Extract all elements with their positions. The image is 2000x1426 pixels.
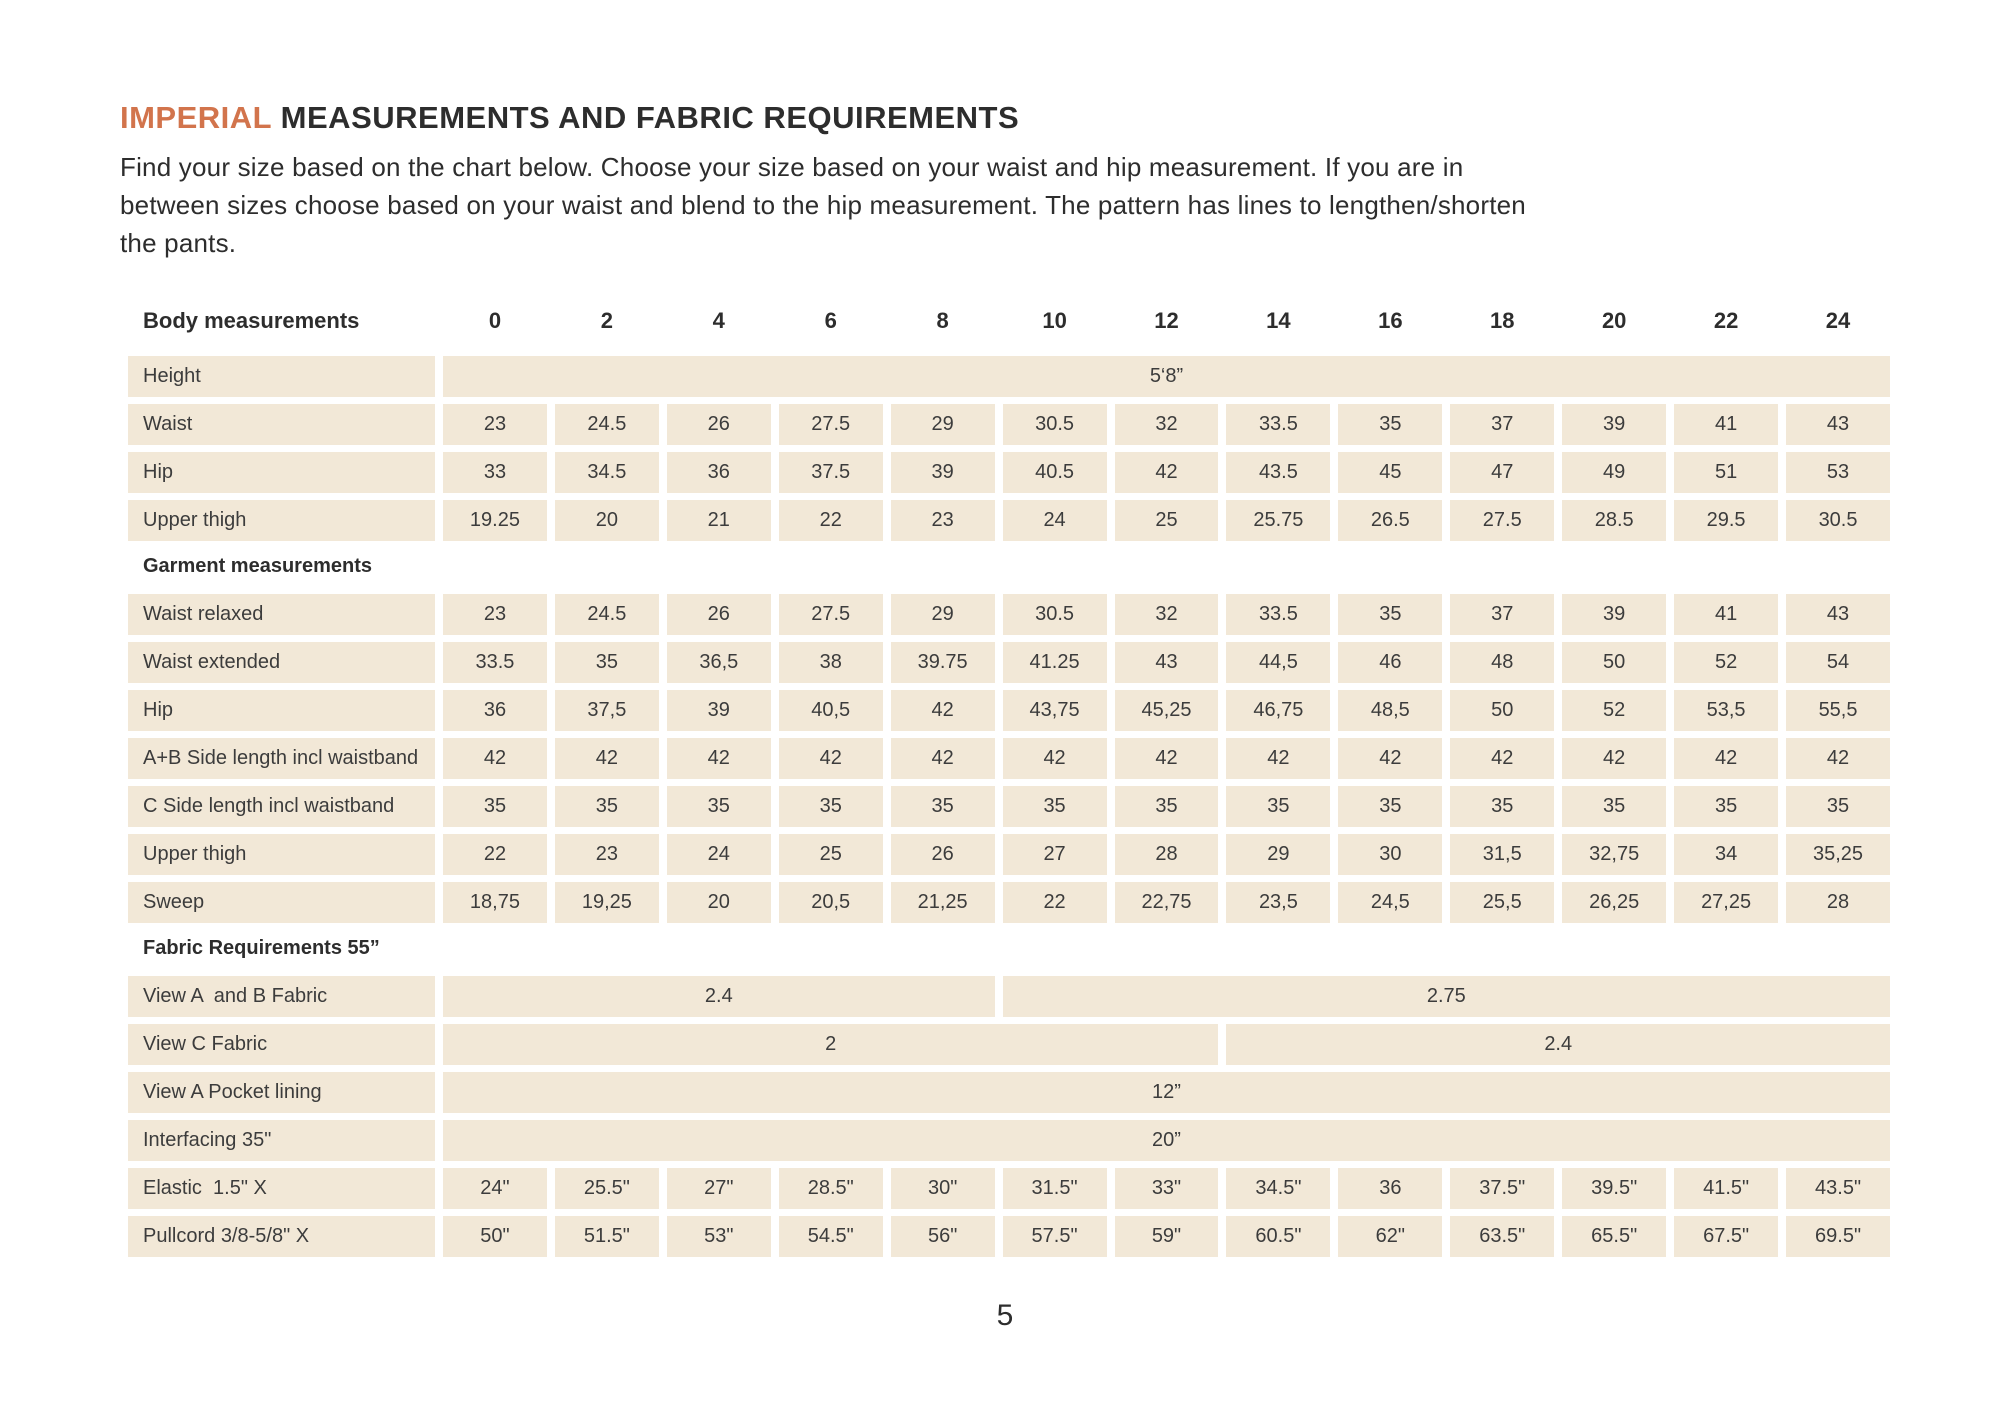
table-row [128,690,1890,731]
value-cell: 42 [779,738,883,779]
value-cell: 21 [667,500,771,541]
value-cell: 35 [1226,786,1330,827]
value-cell: 36,5 [667,642,771,683]
table-section-heading: Fabric Requirements 55” [143,937,380,959]
value-cell: 27 [1003,834,1107,875]
value-cell: 30 [1338,834,1442,875]
value-cell: 41 [1674,404,1778,445]
value-cell: 22 [443,834,547,875]
value-cell: 42 [1115,738,1219,779]
value-cell: 39 [891,452,995,493]
value-cell: 21,25 [891,882,995,923]
value-cell: 35 [1450,786,1554,827]
table-row [128,738,1890,779]
value-cell: 55,5 [1786,690,1890,731]
value-cell: 24.5 [555,594,659,635]
value-cell: 49 [1562,452,1666,493]
value-cell: 53" [667,1216,771,1257]
size-column-header: 18 [1490,308,1515,333]
value-cell: 23 [443,404,547,445]
value-cell: 37 [1450,404,1554,445]
value-cell: 22,75 [1115,882,1219,923]
value-cell: 24 [667,834,771,875]
value-cell: 25 [1115,500,1219,541]
table-row [128,642,1890,683]
value-cell: 26.5 [1338,500,1442,541]
value-cell: 35 [555,786,659,827]
value-cell: 40,5 [779,690,883,731]
value-cell: 42 [891,738,995,779]
value-cell: 54 [1786,642,1890,683]
size-column-header: 8 [936,308,949,333]
value-cell: 35 [555,642,659,683]
value-cell: 44,5 [1226,642,1330,683]
value-cell: 36 [443,690,547,731]
value-cell: 28.5 [1562,500,1666,541]
value-cell: 47 [1450,452,1554,493]
value-cell: 51.5" [555,1216,659,1257]
table-row [128,1072,1890,1113]
table-row [128,786,1890,827]
value-cell: 28.5" [779,1168,883,1209]
table-row [128,404,1890,445]
value-cell: 52 [1562,690,1666,731]
value-cell: 28 [1786,882,1890,923]
value-cell: 19.25 [443,500,547,541]
value-cell: 41.25 [1003,642,1107,683]
value-cell: 27.5 [779,594,883,635]
value-cell: 24,5 [1338,882,1442,923]
value-cell: 20 [555,500,659,541]
value-span-cell: 12” [443,1072,1890,1113]
value-cell: 37.5 [779,452,883,493]
value-cell: 35 [1115,786,1219,827]
value-cell: 65.5" [1562,1216,1666,1257]
value-cell: 46 [1338,642,1442,683]
value-cell: 35 [1003,786,1107,827]
value-cell: 32 [1115,594,1219,635]
value-cell: 35 [443,786,547,827]
value-cell: 27,25 [1674,882,1778,923]
page-number: 5 [996,1299,1014,1332]
table-row [128,1168,1890,1209]
value-cell: 25.75 [1226,500,1330,541]
value-cell: 42 [667,738,771,779]
value-cell: 62" [1338,1216,1442,1257]
value-cell: 25 [779,834,883,875]
value-cell: 29 [891,594,995,635]
value-cell: 43 [1115,642,1219,683]
value-cell: 42 [1115,452,1219,493]
value-cell: 35 [1786,786,1890,827]
value-cell: 43,75 [1003,690,1107,731]
value-span-cell: 2.4 [1226,1024,1890,1065]
value-cell: 67.5" [1674,1216,1778,1257]
size-column-header: 0 [488,308,502,333]
row-label: Waist [128,404,435,445]
size-column-header: 10 [1042,308,1067,333]
title-highlight: IMPERIAL [120,100,272,135]
value-cell: 39 [1562,404,1666,445]
size-column-header: 6 [824,308,837,333]
value-cell: 43.5 [1226,452,1330,493]
row-label: Hip [128,452,435,493]
value-span-cell: 2.4 [443,976,995,1017]
value-cell: 51 [1674,452,1778,493]
row-label: A+B Side length incl waistband [128,738,435,779]
value-cell: 50 [1450,690,1554,731]
value-cell: 42 [891,690,995,731]
value-cell: 35,25 [1786,834,1890,875]
value-cell: 37,5 [555,690,659,731]
row-label: View C Fabric [128,1024,435,1065]
value-cell: 63.5" [1450,1216,1554,1257]
value-cell: 57.5" [1003,1216,1107,1257]
size-column-header: 14 [1266,308,1291,333]
value-cell: 35 [891,786,995,827]
value-cell: 26 [891,834,995,875]
value-cell: 32 [1115,404,1219,445]
value-cell: 36 [667,452,771,493]
value-cell: 43 [1786,404,1890,445]
title-rest: MEASUREMENTS AND FABRIC REQUIREMENTS [271,100,1020,135]
table-row [128,1120,1890,1161]
value-cell: 33.5 [443,642,547,683]
value-cell: 40.5 [1003,452,1107,493]
value-cell: 39.5" [1562,1168,1666,1209]
row-label: Elastic 1.5" X [128,1168,435,1209]
row-label: Pullcord 3/8-5/8" X [128,1216,435,1257]
value-cell: 42 [555,738,659,779]
value-cell: 24" [443,1168,547,1209]
table-row [128,500,1890,541]
value-cell: 24 [1003,500,1107,541]
value-cell: 30.5 [1003,404,1107,445]
value-cell: 35 [667,786,771,827]
value-cell: 22 [1003,882,1107,923]
value-cell: 34.5 [555,452,659,493]
value-cell: 27" [667,1168,771,1209]
value-cell: 18,75 [443,882,547,923]
value-cell: 20,5 [779,882,883,923]
table-row [128,1216,1890,1257]
value-cell: 48,5 [1338,690,1442,731]
row-label: Upper thigh [128,500,435,541]
value-span-cell: 2 [443,1024,1218,1065]
value-cell: 30.5 [1786,500,1890,541]
table-row [128,976,1890,1017]
value-cell: 53,5 [1674,690,1778,731]
intro-paragraph [120,148,1890,262]
value-cell: 24.5 [555,404,659,445]
size-column-header: 16 [1378,308,1403,333]
size-column-header: 24 [1825,308,1851,333]
value-cell: 42 [1562,738,1666,779]
value-cell: 39.75 [891,642,995,683]
value-span-cell: 2.75 [1003,976,1890,1017]
value-cell: 27.5 [1450,500,1554,541]
value-cell: 41 [1674,594,1778,635]
value-cell: 42 [1338,738,1442,779]
value-cell: 42 [1003,738,1107,779]
size-column-header: 4 [712,308,725,333]
value-cell: 50 [1562,642,1666,683]
column-header-label: Body measurements [143,308,360,333]
table-header-row [128,308,1890,334]
size-column-header: 22 [1713,308,1739,333]
value-cell: 35 [779,786,883,827]
value-cell: 34 [1674,834,1778,875]
table-row [128,1024,1890,1065]
table-row [128,452,1890,493]
value-cell: 42 [1786,738,1890,779]
size-column-header: 2 [600,308,613,333]
value-cell: 41.5" [1674,1168,1778,1209]
value-cell: 50" [443,1216,547,1257]
table-row [128,356,1890,397]
value-cell: 34.5" [1226,1168,1330,1209]
value-cell: 35 [1562,786,1666,827]
value-cell: 45,25 [1115,690,1219,731]
intro-line: between sizes choose based on your waist and blend to the hip measurement. The pattern has lines to lengthen/shorten [120,190,1526,220]
size-column-header: 12 [1154,308,1179,333]
value-cell: 35 [1674,786,1778,827]
value-cell: 60.5" [1226,1216,1330,1257]
measurement-table [128,308,1890,1257]
value-cell: 23 [891,500,995,541]
value-cell: 46,75 [1226,690,1330,731]
value-cell: 26 [667,594,771,635]
value-cell: 32,75 [1562,834,1666,875]
row-label: Interfacing 35" [128,1120,435,1161]
value-cell: 29 [1226,834,1330,875]
value-cell: 39 [667,690,771,731]
row-label: Waist relaxed [128,594,435,635]
intro-line: the pants. [120,228,237,258]
value-span-cell: 5‘8” [443,356,1890,397]
value-cell: 23 [555,834,659,875]
value-cell: 53 [1786,452,1890,493]
row-label: Sweep [128,882,435,923]
value-cell: 33" [1115,1168,1219,1209]
table-row [128,594,1890,635]
value-cell: 35 [1338,594,1442,635]
value-cell: 69.5" [1786,1216,1890,1257]
row-label: View A and B Fabric [128,976,435,1017]
value-cell: 42 [1450,738,1554,779]
value-cell: 59" [1115,1216,1219,1257]
value-cell: 33.5 [1226,404,1330,445]
value-cell: 26 [667,404,771,445]
value-cell: 43.5" [1786,1168,1890,1209]
row-label: Hip [128,690,435,731]
value-cell: 28 [1115,834,1219,875]
value-cell: 37 [1450,594,1554,635]
value-cell: 43 [1786,594,1890,635]
value-cell: 54.5" [779,1216,883,1257]
value-cell: 23 [443,594,547,635]
value-cell: 25,5 [1450,882,1554,923]
value-cell: 35 [1338,404,1442,445]
value-cell: 45 [1338,452,1442,493]
value-cell: 37.5" [1450,1168,1554,1209]
value-cell: 52 [1674,642,1778,683]
value-cell: 33 [443,452,547,493]
value-cell: 29.5 [1674,500,1778,541]
table-row [128,834,1890,875]
size-column-header: 20 [1601,308,1627,333]
row-label: C Side length incl waistband [128,786,435,827]
value-cell: 48 [1450,642,1554,683]
table-section-heading: Garment measurements [143,555,372,577]
value-cell: 31,5 [1450,834,1554,875]
value-span-cell: 20” [443,1120,1890,1161]
page-title [120,100,1890,136]
value-cell: 42 [1674,738,1778,779]
value-cell: 20 [667,882,771,923]
row-label: Height [128,356,435,397]
value-cell: 23,5 [1226,882,1330,923]
value-cell: 35 [1338,786,1442,827]
row-label: Waist extended [128,642,435,683]
value-cell: 22 [779,500,883,541]
value-cell: 19,25 [555,882,659,923]
intro-line: Find your size based on the chart below. Choose your size based on your waist and hip measurement. If you are in [120,152,1464,182]
value-cell: 31.5" [1003,1168,1107,1209]
value-cell: 29 [891,404,995,445]
row-label: Upper thigh [128,834,435,875]
value-cell: 42 [443,738,547,779]
value-cell: 36 [1338,1168,1442,1209]
table-row [128,882,1890,923]
value-cell: 33.5 [1226,594,1330,635]
value-cell: 38 [779,642,883,683]
value-cell: 42 [1226,738,1330,779]
value-cell: 27.5 [779,404,883,445]
row-label: View A Pocket lining [128,1072,435,1113]
value-cell: 25.5" [555,1168,659,1209]
value-cell: 26,25 [1562,882,1666,923]
value-cell: 30.5 [1003,594,1107,635]
value-cell: 39 [1562,594,1666,635]
value-cell: 30" [891,1168,995,1209]
value-cell: 56" [891,1216,995,1257]
